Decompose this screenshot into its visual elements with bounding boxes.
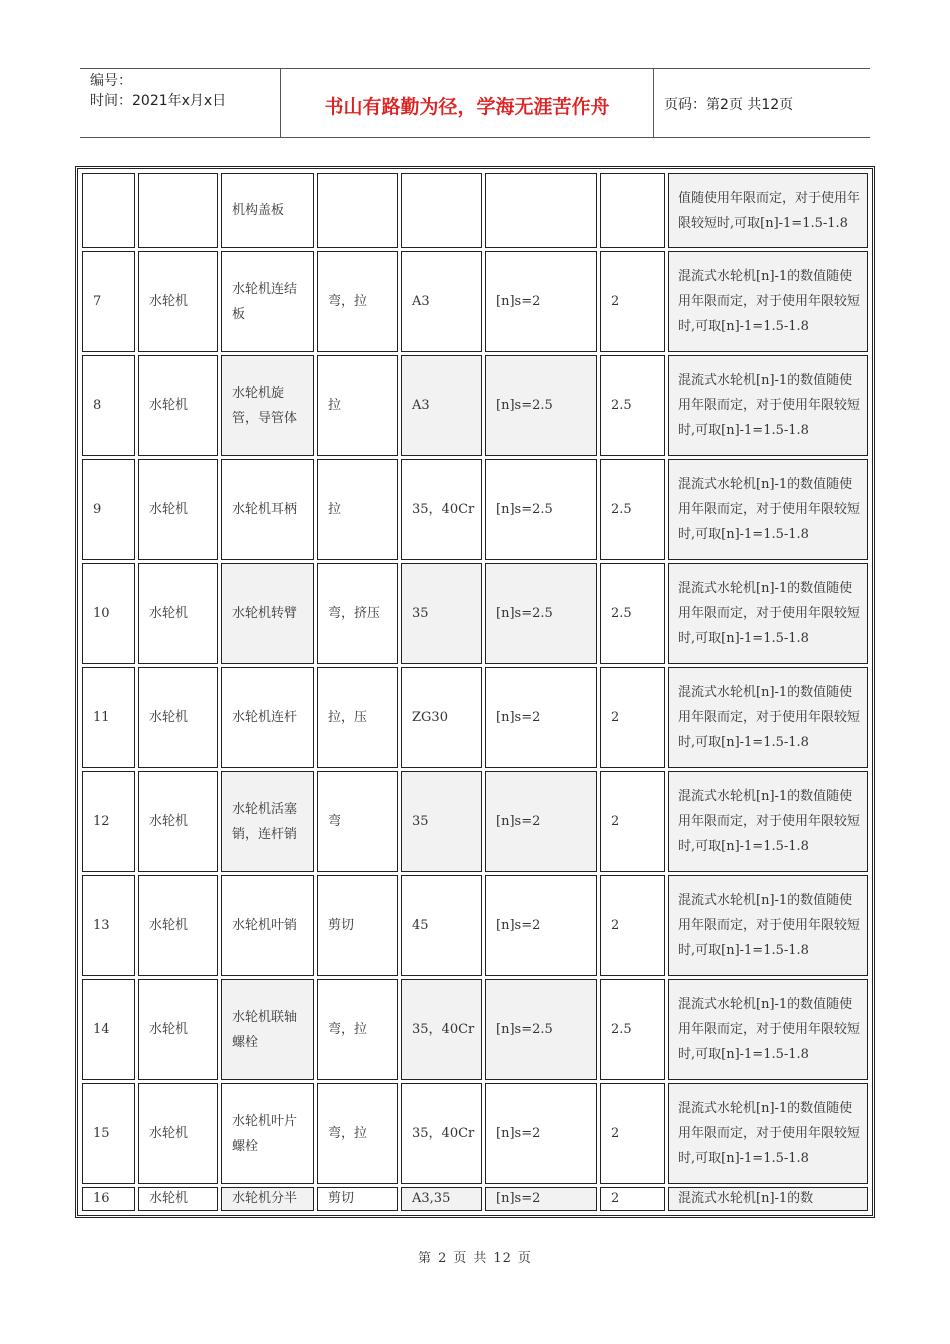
cell-value: 2 [600,667,665,768]
cell-stress: 弯 [317,771,398,872]
cell-stress: 弯，拉 [317,979,398,1080]
cell-type: 水轮机 [138,667,218,768]
cell-type: 水轮机 [138,563,218,664]
cell-part: 水轮机活塞销，连杆销 [221,771,314,872]
cell-stress: 剪切 [317,875,398,976]
cell-no: 9 [82,459,135,560]
cell-material: 45 [401,875,482,976]
cell-part: 水轮机耳柄 [221,459,314,560]
cell-type: 水轮机 [138,1083,218,1184]
cell-no: 14 [82,979,135,1080]
cell-note: 混流式水轮机[n]-1的数值随使用年限而定，对于使用年限较短时,可取[n]-1=1.5-1.8 [668,979,868,1080]
cell-no: 11 [82,667,135,768]
cell-note: 混流式水轮机[n]-1的数值随使用年限而定，对于使用年限较短时,可取[n]-1=1.5-1.8 [668,1083,868,1184]
cell-ns: [n]s=2.5 [485,563,597,664]
cell-value [600,173,665,248]
cell-value: 2 [600,1187,665,1211]
cell-stress: 剪切 [317,1187,398,1211]
table [79,170,871,1214]
cell-note: 混流式水轮机[n]-1的数值随使用年限而定，对于使用年限较短时,可取[n]-1=1.5-1.8 [668,771,868,872]
cell-no [82,173,135,248]
cell-ns: [n]s=2 [485,875,597,976]
cell-material: 35 [401,563,482,664]
cell-value: 2.5 [600,563,665,664]
cell-value: 2 [600,771,665,872]
cell-note: 混流式水轮机[n]-1的数值随使用年限而定，对于使用年限较短时,可取[n]-1=1.5-1.8 [668,667,868,768]
cell-type [138,173,218,248]
cell-stress: 弯，拉 [317,251,398,352]
cell-ns: [n]s=2 [485,771,597,872]
footer-page-word-2: 页 [517,1251,532,1266]
cell-ns: [n]s=2 [485,1083,597,1184]
header-meta [80,69,281,137]
cell-part: 水轮机旋管，导管体 [221,355,314,456]
cell-part: 水轮机叶片螺栓 [221,1083,314,1184]
time-label: 时间：2021年x月x日 [90,93,227,109]
cell-value: 2.5 [600,459,665,560]
table-row [82,563,868,664]
cell-note: 值随使用年限而定，对于使用年限较短时,可取[n]-1=1.5-1.8 [668,173,868,248]
cell-stress: 拉，压 [317,667,398,768]
cell-material: 35，40Cr [401,459,482,560]
cell-note: 混流式水轮机[n]-1的数值随使用年限而定，对于使用年限较短时,可取[n]-1=1.5-1.8 [668,563,868,664]
table-row [82,459,868,560]
cell-note: 混流式水轮机[n]-1的数值随使用年限而定，对于使用年限较短时,可取[n]-1=1.5-1.8 [668,355,868,456]
cell-no: 8 [82,355,135,456]
cell-part: 机构盖板 [221,173,314,248]
cell-note: 混流式水轮机[n]-1的数值随使用年限而定，对于使用年限较短时,可取[n]-1=1.5-1.8 [668,459,868,560]
header-page-label: 页码：第2页 共12页 [664,97,794,113]
cell-value: 2 [600,251,665,352]
cell-stress: 拉 [317,355,398,456]
table-row [82,979,868,1080]
cell-type: 水轮机 [138,771,218,872]
cell-part: 水轮机转臂 [221,563,314,664]
cell-type: 水轮机 [138,355,218,456]
cell-part: 水轮机分半 [221,1187,314,1211]
table-row [82,1083,868,1184]
cell-no: 10 [82,563,135,664]
cell-part: 水轮机叶销 [221,875,314,976]
footer-prefix: 第 [418,1251,433,1266]
cell-material: 35，40Cr [401,979,482,1080]
page-header [80,68,870,138]
cell-note: 混流式水轮机[n]-1的数 [668,1187,868,1211]
cell-type: 水轮机 [138,875,218,976]
cell-no: 12 [82,771,135,872]
cell-no: 15 [82,1083,135,1184]
cell-value: 2 [600,875,665,976]
footer-page-word: 页 [453,1251,468,1266]
cell-ns: [n]s=2 [485,667,597,768]
cell-type: 水轮机 [138,251,218,352]
header-motto: 书山有路勤为径，学海无涯苦作舟 [281,69,654,137]
footer-total-pages: 12 [493,1251,512,1266]
footer-total-prefix: 共 [473,1251,488,1266]
table-row [82,173,868,248]
table-row [82,251,868,352]
table-row [82,1187,868,1211]
cell-note: 混流式水轮机[n]-1的数值随使用年限而定，对于使用年限较短时,可取[n]-1=1.5-1.8 [668,875,868,976]
cell-ns: [n]s=2.5 [485,355,597,456]
cell-type: 水轮机 [138,979,218,1080]
cell-ns [485,173,597,248]
cell-no: 16 [82,1187,135,1211]
cell-type: 水轮机 [138,459,218,560]
cell-type: 水轮机 [138,1187,218,1211]
cell-value: 2.5 [600,355,665,456]
cell-no: 13 [82,875,135,976]
serial-label: 编号： [90,73,132,89]
footer-current-page: 2 [438,1251,448,1266]
cell-value: 2.5 [600,979,665,1080]
table-body [82,173,868,1211]
cell-ns: [n]s=2 [485,1187,597,1211]
cell-material: 35，40Cr [401,1083,482,1184]
cell-note: 混流式水轮机[n]-1的数值随使用年限而定，对于使用年限较短时,可取[n]-1=1.5-1.8 [668,251,868,352]
cell-material [401,173,482,248]
cell-stress: 拉 [317,459,398,560]
cell-stress: 弯，挤压 [317,563,398,664]
cell-stress: 弯，拉 [317,1083,398,1184]
cell-part: 水轮机连结板 [221,251,314,352]
cell-no: 7 [82,251,135,352]
cell-part: 水轮机联轴螺栓 [221,979,314,1080]
table-row [82,771,868,872]
cell-material: A3,35 [401,1187,482,1211]
table-row [82,355,868,456]
cell-material: ZG30 [401,667,482,768]
cell-ns: [n]s=2.5 [485,459,597,560]
safety-factor-table [75,166,875,1218]
table-row [82,875,868,976]
cell-stress [317,173,398,248]
cell-ns: [n]s=2.5 [485,979,597,1080]
cell-material: A3 [401,251,482,352]
page-footer [0,1247,950,1266]
cell-ns: [n]s=2 [485,251,597,352]
cell-value: 2 [600,1083,665,1184]
cell-part: 水轮机连杆 [221,667,314,768]
table-row [82,667,868,768]
cell-material: A3 [401,355,482,456]
cell-material: 35 [401,771,482,872]
